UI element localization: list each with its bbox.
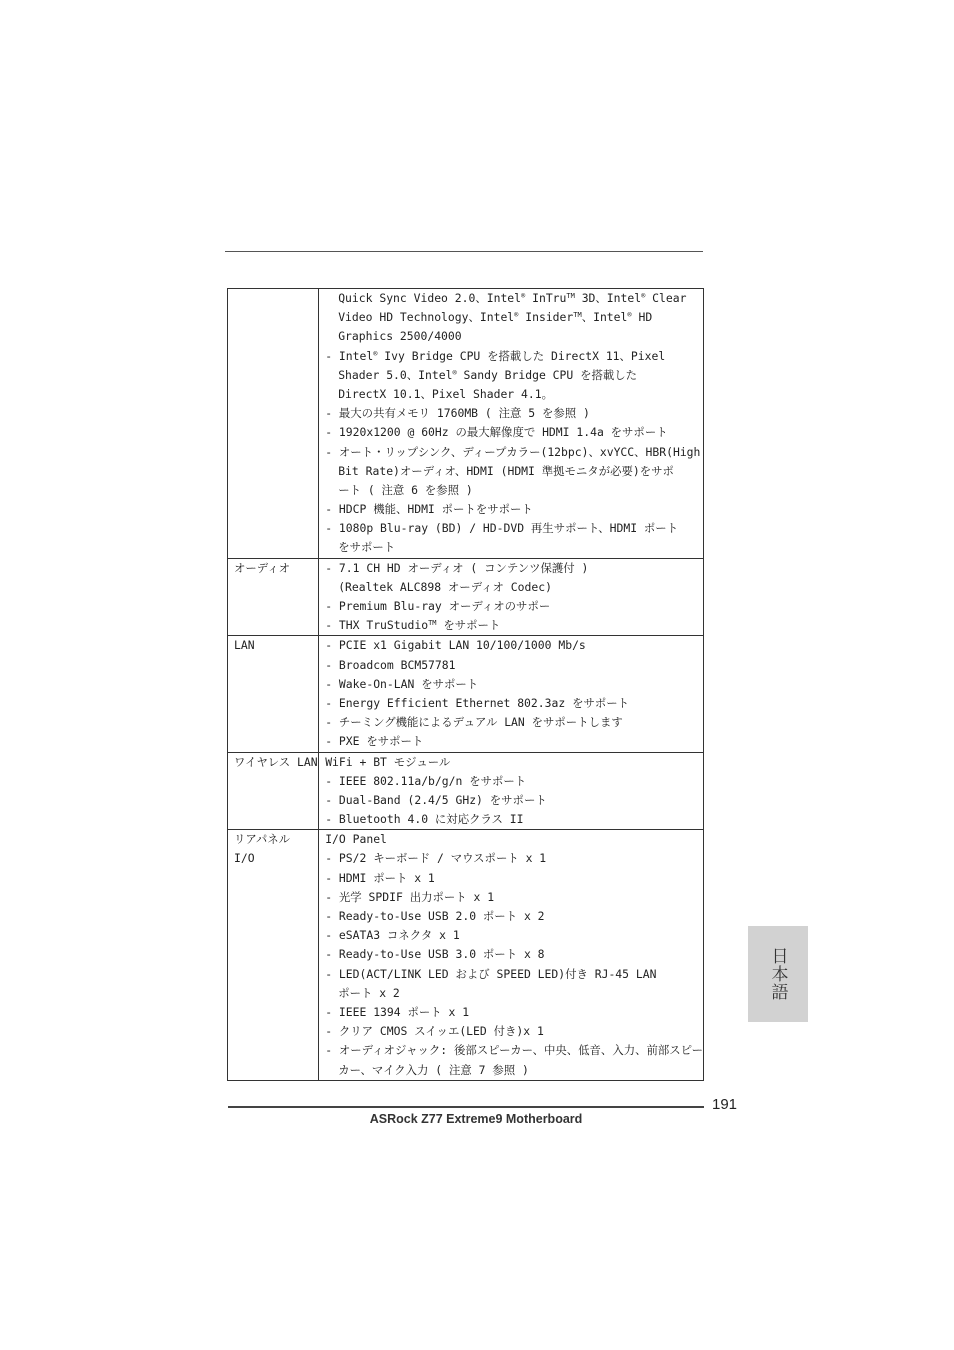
spec-text: - Dual-Band (2.4/5 GHz) をサポート xyxy=(325,792,547,807)
spec-line xyxy=(325,849,703,868)
spec-text: - LED(ACT/LINK LED および SPEED LED)付き RJ-45 LAN xyxy=(325,966,657,981)
trademark-symbol: TM xyxy=(573,311,582,320)
spec-text: Bit Rate)オーディオ、HDMI (HDMI 準拠モニタが必要)をサポ xyxy=(338,463,674,478)
spec-text: WiFi + BT モジュール xyxy=(325,754,451,769)
spec-text: InTru xyxy=(525,291,567,305)
spec-text: - オート・リップシンク、ディープカラー(12bpc)、xvYCC、HBR(High xyxy=(325,444,701,459)
spec-line xyxy=(325,926,703,945)
spec-line xyxy=(325,694,703,713)
spec-line xyxy=(325,308,703,327)
spec-line xyxy=(325,1022,703,1041)
spec-text: Shader 5.0、Intel xyxy=(338,367,453,382)
spec-text: - HDMI ポート x 1 xyxy=(325,870,435,885)
trademark-symbol: ® xyxy=(521,292,526,300)
spec-row xyxy=(228,636,704,752)
spec-text: - Energy Efficient Ethernet 802.3az をサポート xyxy=(325,695,630,710)
spec-line xyxy=(325,772,703,791)
spec-text: ポート x 2 xyxy=(338,985,400,1000)
spec-text: - Premium Blu-ray オーディオのサポー xyxy=(325,599,551,613)
spec-label: リアパネル xyxy=(234,832,291,847)
language-tab xyxy=(748,926,808,1022)
language-tab-label: 日本語 xyxy=(767,947,788,1001)
spec-line xyxy=(325,559,703,578)
spec-text: - 7.1 CH HD オーディオ ( コンテンツ保護付 ) xyxy=(325,560,589,575)
spec-line xyxy=(325,443,703,462)
spec-text: - IEEE 802.11a/b/g/n をサポート xyxy=(325,773,527,788)
trademark-symbol: TM xyxy=(566,292,575,300)
spec-line xyxy=(325,1061,703,1080)
spec-line xyxy=(325,965,703,984)
spec-text: 、Intel xyxy=(581,310,628,325)
spec-line xyxy=(325,675,703,694)
spec-text: Clear xyxy=(645,291,687,305)
trademark-symbol: ® xyxy=(373,349,378,358)
spec-row xyxy=(228,830,704,1080)
spec-row xyxy=(228,558,704,636)
spec-text: - Wake-On-LAN をサポート xyxy=(325,676,479,691)
spec-text: - eSATA3 コネクタ x 1 xyxy=(325,928,460,943)
spec-line xyxy=(325,327,703,346)
spec-line xyxy=(325,907,703,926)
top-divider xyxy=(225,251,703,252)
spec-label-cell xyxy=(228,752,319,830)
spec-line xyxy=(325,656,703,675)
spec-text: - 光学 SPDIF 出力ポート x 1 xyxy=(325,889,495,904)
spec-line xyxy=(325,791,703,810)
spec-text: - チーミング機能によるデュアル LAN をサポートします xyxy=(325,715,623,730)
spec-line xyxy=(325,888,703,907)
spec-line xyxy=(325,810,703,829)
spec-label-cell xyxy=(228,558,319,636)
spec-text: カー、マイク入力 ( 注意 7 参照 ) xyxy=(338,1062,529,1077)
spec-line xyxy=(325,423,703,442)
spec-text: Video HD Technology、Intel xyxy=(338,310,515,325)
footer-title: ASRock Z77 Extreme9 Motherboard xyxy=(369,1112,583,1126)
trademark-symbol: ® xyxy=(514,311,519,320)
spec-line xyxy=(325,713,703,732)
spec-line xyxy=(325,597,703,616)
spec-content-cell xyxy=(319,289,704,559)
spec-label: I/O xyxy=(234,851,255,866)
spec-text: - PS/2 キーボード / マウスポート x 1 xyxy=(325,851,547,866)
spec-text: DirectX 10.1、Pixel Shader 4.1。 xyxy=(338,386,553,401)
spec-text: - Intel xyxy=(325,348,374,363)
spec-label: LAN xyxy=(234,638,255,653)
spec-text: - Broadcom BCM57781 xyxy=(325,657,456,672)
spec-text: - HDCP 機能、HDMI ポートをサポート xyxy=(325,502,533,517)
spec-line xyxy=(325,289,703,308)
spec-text: Sandy Bridge CPU を搭載した xyxy=(456,367,638,382)
spec-content-cell xyxy=(319,830,704,1080)
spec-text: - IEEE 1394 ポート x 1 xyxy=(325,1004,470,1019)
spec-text: HD xyxy=(631,310,653,325)
spec-line xyxy=(325,404,703,423)
spec-line xyxy=(325,538,703,557)
spec-text: をサポート xyxy=(338,540,396,555)
spec-label-cell xyxy=(228,289,319,559)
spec-text: - Ready-to-Use USB 2.0 ポート x 2 xyxy=(325,909,545,923)
page-number: 191 xyxy=(712,1096,738,1113)
spec-table xyxy=(227,288,704,1081)
spec-line xyxy=(325,366,703,385)
spec-text: (Realtek ALC898 オーディオ Codec) xyxy=(338,579,552,594)
spec-text: - オーディオジャック: 後部スピーカー、中央、低音、入力、前部スピー xyxy=(325,1043,703,1058)
spec-label-cell xyxy=(228,636,319,752)
spec-line xyxy=(325,753,703,772)
trademark-symbol: ® xyxy=(452,368,457,377)
spec-line xyxy=(325,462,703,481)
trademark-symbol: TM xyxy=(428,619,437,628)
spec-line xyxy=(325,385,703,404)
spec-line xyxy=(325,519,703,538)
spec-label: オーディオ xyxy=(234,560,291,575)
spec-text: - PCIE x1 Gigabit LAN 10/100/1000 Mb/s xyxy=(325,638,586,653)
spec-text: - THX TruStudio xyxy=(325,618,429,633)
spec-line xyxy=(325,984,703,1003)
spec-text: Graphics 2500/4000 xyxy=(338,329,462,344)
spec-text: I/O Panel xyxy=(325,832,387,847)
spec-label-cell xyxy=(228,830,319,1080)
spec-line xyxy=(325,1041,703,1060)
spec-content-cell xyxy=(319,752,704,830)
spec-line xyxy=(325,732,703,751)
spec-label: ワイヤレス LAN xyxy=(234,754,318,769)
spec-text: - 1920x1200 @ 60Hz の最大解像度で HDMI 1.4a をサポート xyxy=(325,425,668,440)
spec-line xyxy=(325,347,703,366)
spec-line xyxy=(325,636,703,655)
spec-line xyxy=(325,616,703,635)
spec-text: - 1080p Blu-ray (BD) / HD-DVD 再生サポート、HDMI ポート xyxy=(325,521,679,536)
spec-content-cell xyxy=(319,558,704,636)
spec-row xyxy=(228,752,704,830)
spec-text: 3D、Intel xyxy=(574,291,642,305)
footer-divider xyxy=(228,1106,704,1108)
spec-row xyxy=(228,289,704,559)
spec-text: - クリア CMOS スイッエ(LED 付き)x 1 xyxy=(325,1024,544,1039)
spec-text: - Bluetooth 4.0 に対応クラス II xyxy=(325,812,524,827)
spec-line xyxy=(325,500,703,519)
spec-line xyxy=(325,830,703,849)
trademark-symbol: ® xyxy=(641,292,646,300)
spec-line xyxy=(325,578,703,597)
spec-line xyxy=(325,481,703,500)
spec-content-cell xyxy=(319,636,704,752)
spec-line xyxy=(325,1003,703,1022)
trademark-symbol: ® xyxy=(627,311,632,320)
spec-text: - PXE をサポート xyxy=(325,734,424,749)
spec-text: ート ( 注意 6 を参照 ) xyxy=(338,482,473,497)
spec-text: をサポート xyxy=(436,618,501,633)
spec-text: Insider xyxy=(518,310,574,325)
spec-text: Quick Sync Video 2.0、Intel xyxy=(338,291,522,305)
spec-line xyxy=(325,869,703,888)
spec-line xyxy=(325,945,703,964)
spec-text: - 最大の共有メモリ 1760MB ( 注意 5 を参照 ) xyxy=(325,406,590,421)
spec-text: Ivy Bridge CPU を搭載した DirectX 11、Pixel xyxy=(377,348,666,363)
spec-text: - Ready-to-Use USB 3.0 ポート x 8 xyxy=(325,947,545,962)
